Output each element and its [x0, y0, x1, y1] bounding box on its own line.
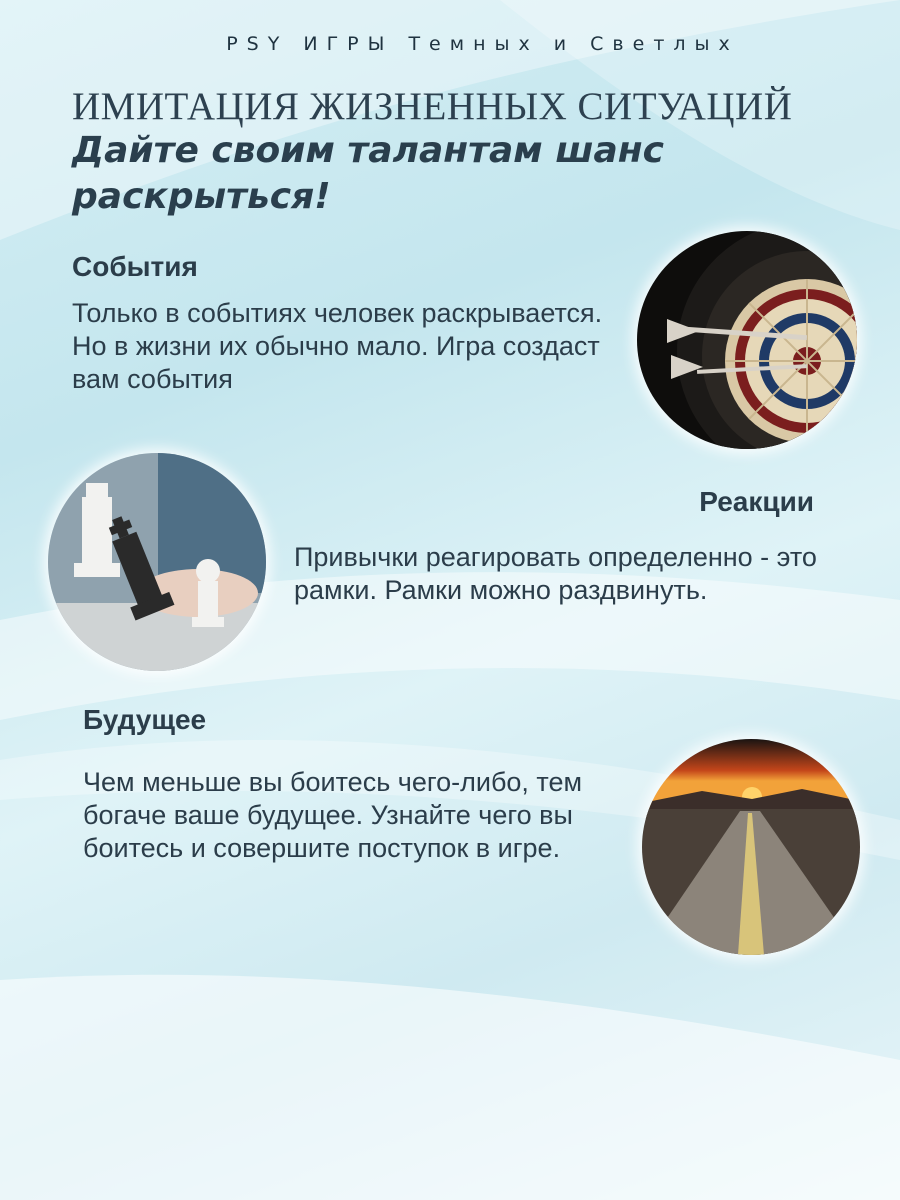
section-text-reactions: Привычки реагировать определенно - это рамки. Рамки можно раздвинуть. — [294, 542, 817, 605]
section-heading-events: События — [72, 251, 198, 282]
section-text-events: Только в событиях человек раскрывается. Но в жизни их обычно мало. Игра создаст вам события — [72, 298, 603, 394]
page-title: ИМИТАЦИЯ ЖИЗНЕННЫХ СИТУАЦИЙ — [72, 85, 793, 128]
section-heading-future: Будущее — [83, 704, 207, 735]
section-heading-reactions: Реакции — [699, 486, 814, 517]
chess-pieces-photo — [48, 453, 266, 671]
section-text-future: Чем меньше вы боитесь чего-либо, тем богаче ваше будущее. Узнайте чего вы боитесь и совершите поступок в игре. — [83, 767, 583, 863]
darts-target-photo — [637, 231, 857, 449]
road-sunset-photo — [642, 739, 860, 955]
brand-name: PSY ИГРЫ Темных и Светлых — [226, 33, 739, 55]
page-subtitle: Дайте своим талантам шанс раскрыться! — [72, 130, 664, 217]
